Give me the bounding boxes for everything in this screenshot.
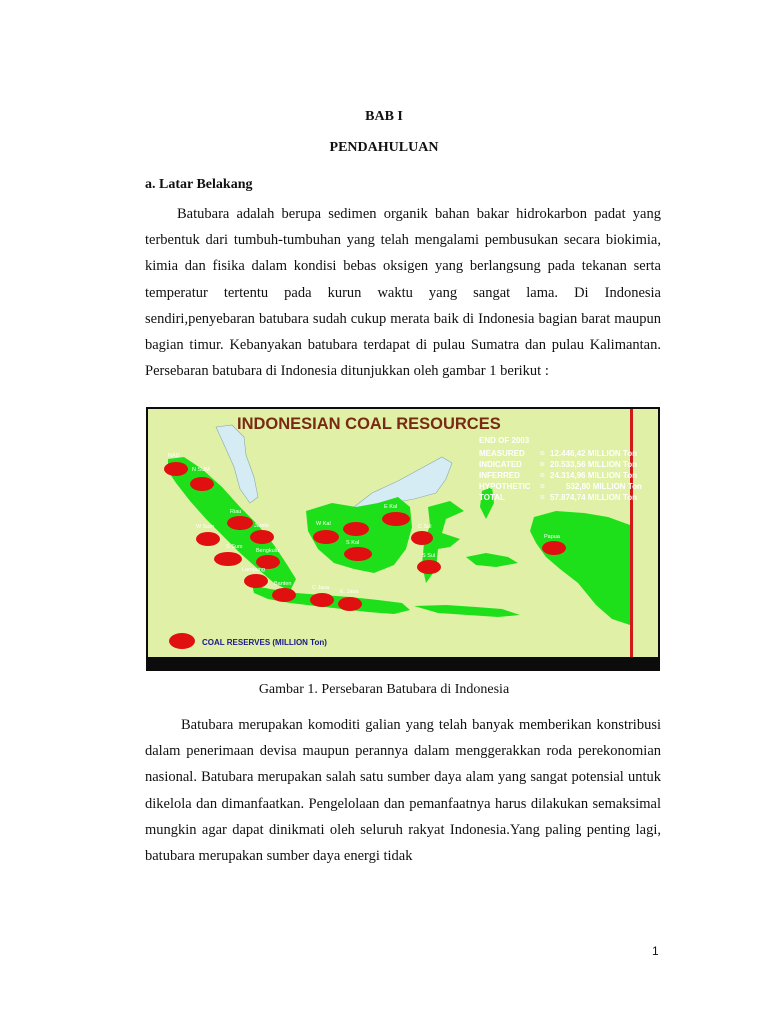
reserve-marker-ejava	[338, 597, 362, 611]
reserve-marker-skal	[344, 547, 372, 561]
stat-label-measured: MEASURED	[479, 449, 525, 458]
label-cjava: C Java	[312, 585, 330, 591]
paragraph-2	[145, 712, 661, 869]
stat-value-inferred: 24.314,96 MILLION Ton	[550, 471, 637, 480]
reserve-marker-ssum	[214, 552, 242, 566]
stat-value-measured: 12.446,42 MILLION Ton	[550, 449, 637, 458]
label-lampung: Lampung	[242, 567, 265, 573]
paragraph-1-text: Batubara adalah berupa sedimen organik bahan bakar hidrokarbon padat yang terbentuk dari tumbuh-tumbuhan yang telah mengalami pembusukan secara biokimia, kimia dan fisika dalam kondisi bebas oksigen yang berlangsung pada tekanan serta temperatur tertentu pada kurun waktu yang sangat lama. Di Indonesia sendiri,penyebaran batubara sudah cukup merata baik di Indonesia bagian barat maupun bagian timur. Kebanyakan batubara terdapat di pulau Sumatra dan pulau Kalimantan. Persebaran batubara di Indonesia ditunjukkan oleh gambar 1 berikut :	[145, 206, 661, 380]
stat-sep-measured: =	[540, 449, 545, 458]
reserve-marker-riau	[227, 516, 253, 530]
label-ssum: S Sum	[226, 544, 243, 550]
reserve-marker-wkal	[313, 530, 339, 544]
legend-label: COAL RESERVES (MILLION Ton)	[202, 638, 327, 647]
label-nad: NAD	[168, 453, 180, 459]
reserve-marker-lampung	[244, 574, 268, 588]
legend-marker	[169, 633, 195, 649]
reserve-marker-ssul	[417, 560, 441, 574]
chapter-number: BAB I	[365, 109, 403, 124]
section-heading: a. Latar Belakang	[145, 177, 253, 192]
paragraph-1	[145, 201, 661, 384]
reserve-marker-cjava	[310, 593, 334, 607]
reserve-marker-wsum	[196, 532, 220, 546]
stat-value-total: 57.874,74 MILLION Ton	[550, 493, 637, 502]
label-riau: Riau	[230, 509, 242, 515]
map-graphic	[146, 407, 660, 671]
stat-label-indicated: INDICATED	[479, 460, 522, 469]
reserve-marker-csul	[411, 531, 433, 545]
label-wsum: W Sum	[196, 524, 215, 530]
label-nsum: N SUM	[192, 467, 210, 473]
reserve-marker-nad	[164, 462, 188, 476]
label-bengkulu: Bengkulu	[256, 548, 279, 554]
map-edge-line	[630, 409, 633, 657]
chapter-title: PENDAHULUAN	[329, 140, 439, 155]
figure-caption: Gambar 1. Persebaran Batubara di Indonesia	[258, 682, 510, 697]
stat-label-hypothetic: HYPOTHETIC	[479, 482, 531, 491]
stat-value-indicated: 20.533,56 MILLION Ton	[550, 460, 637, 469]
reserve-marker-nsum	[190, 477, 214, 491]
page-number: 1	[652, 944, 659, 958]
reserve-marker-ckal	[343, 522, 369, 536]
label-papua: Papua	[544, 534, 560, 540]
paragraph-2-text: Batubara merupakan komoditi galian yang telah banyak memberikan konstribusi dalam penerimaan devisa maupun perannya dalam menggerakkan roda perekonomian nasional. Batubara merupakan salah satu sumber daya alam yang sangat potensial untuk dikelola dan dimanfaatkan. Pengelolaan dan pemanfaatnya harus dilakukan semaksimal mungkin agar dapat dinikmati oleh seluruh rakyat Indonesia.Yang paling penting lagi, batubara merupakan sumber daya energi tidak	[145, 717, 661, 865]
stat-sep-indicated: =	[540, 460, 545, 469]
label-ssul: S Sul	[422, 553, 436, 559]
label-skal: S Kal	[346, 540, 360, 546]
coal-resources-map	[146, 407, 660, 671]
reserve-marker-papua	[542, 541, 566, 555]
label-banten: Banten	[274, 581, 292, 587]
reserve-marker-ekal	[382, 512, 410, 526]
stat-label-total: TOTAL	[479, 493, 505, 502]
reserve-marker-banten	[272, 588, 296, 602]
stat-value-hypothetic: 532,80 MILLION Ton	[566, 482, 642, 491]
stats-heading: END OF 2003	[479, 436, 530, 445]
label-wkal: W Kal	[316, 521, 331, 527]
stat-sep-total: =	[540, 493, 545, 502]
label-ejava: E. Java	[340, 589, 359, 595]
label-csul: C Sul	[418, 524, 432, 530]
label-jambi: Jambi	[254, 523, 269, 529]
stat-sep-inferred: =	[540, 471, 545, 480]
stat-sep-hypothetic: =	[540, 482, 545, 491]
reserve-marker-jambi	[250, 530, 274, 544]
map-title: INDONESIAN COAL RESOURCES	[237, 415, 501, 433]
stat-label-inferred: INFERRED	[479, 471, 520, 480]
label-ekal: E Kal	[384, 504, 398, 510]
